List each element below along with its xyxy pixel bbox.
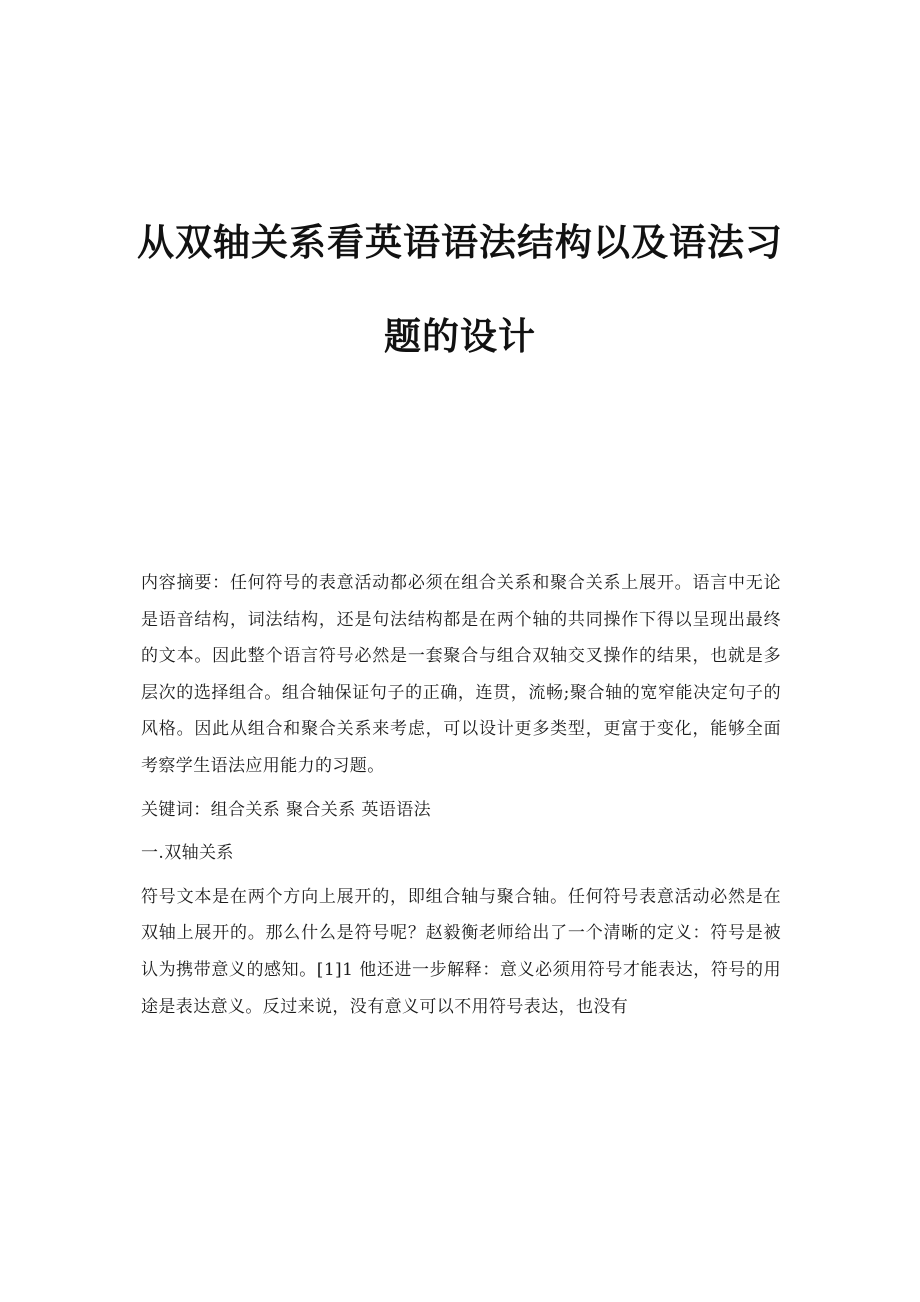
document-title-line-2: 题的设计 [384, 314, 536, 358]
keywords-line: 关键词：组合关系 聚合关系 英语语法 [141, 799, 432, 820]
abstract-paragraph: 内容摘要：任何符号的表意活动都必须在组合关系和聚合关系上展开。语言中无论是语音结构，词法结构，还是句法结构都是在两个轴的共同操作下得以呈现出最终的文本。因此整个语言符号必然是一套聚合与组合双轴交叉操作的结果，也就是多层次的选择组合。组合轴保证句子的正确，连贯，流畅;聚合轴的宽窄能决定句子的风格。因此从组合和聚合关系来考虑，可以设计更多类型，更富于变化，能够全面考察学生语法应用能力的习题。 [141, 573, 781, 776]
document-body [141, 565, 781, 1025]
section-heading: 一.双轴关系 [141, 843, 234, 864]
section-body-paragraph: 符号文本是在两个方向上展开的，即组合轴与聚合轴。任何符号表意活动必然是在双轴上展开的。那么什么是符号呢？赵毅衡老师给出了一个清晰的定义：符号是被认为携带意义的感知。[1]1 他还进一步解释：意义必须用符号才能表达，符号的用途是表达意义。反过来说，没有意义可以不用符号表达，也没有 [141, 886, 781, 1017]
document-title-line-1: 从双轴关系看英语语法结构以及语法习 [137, 220, 783, 264]
